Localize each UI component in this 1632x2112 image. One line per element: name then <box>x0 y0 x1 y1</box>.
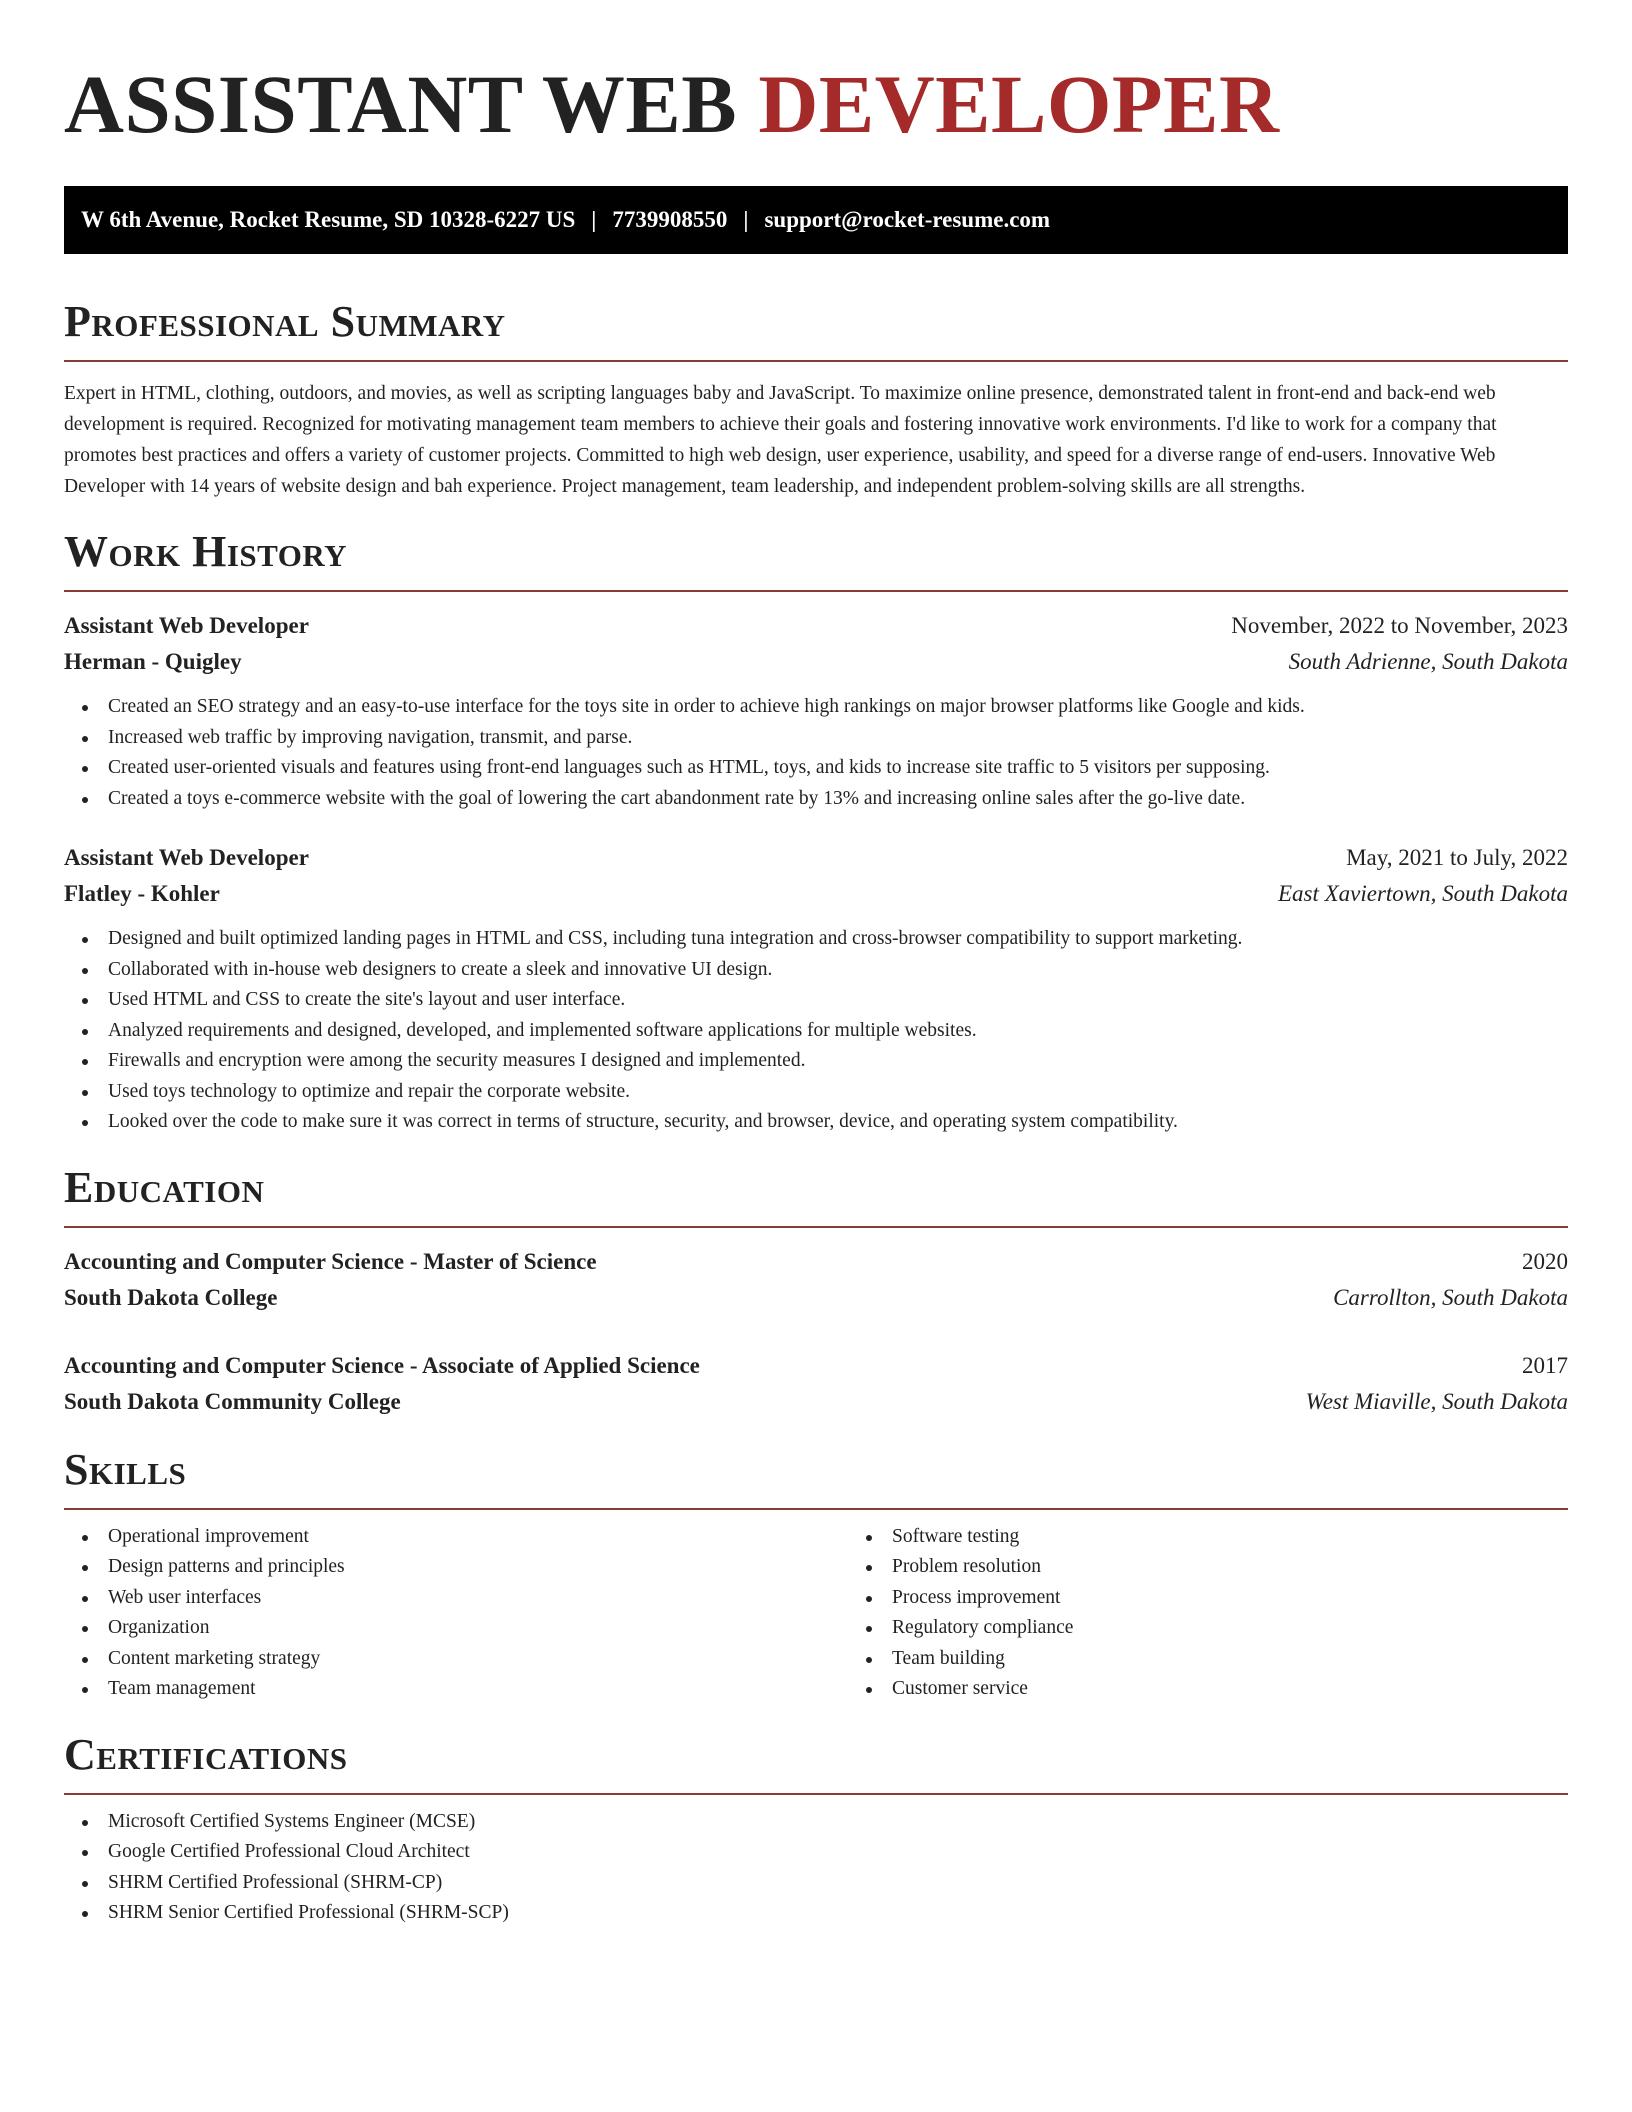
list-item: Design patterns and principles <box>108 1552 848 1583</box>
list-item: Problem resolution <box>892 1552 1073 1583</box>
job-title: Assistant Web Developer <box>64 613 309 638</box>
resume-title <box>64 56 1568 152</box>
education-school: South Dakota College <box>64 1284 278 1310</box>
list-item: Customer service <box>892 1674 1073 1705</box>
section-title-skills: Skills <box>64 1444 187 1494</box>
section-divider <box>64 1793 1568 1795</box>
summary-text: Expert in HTML, clothing, outdoors, and movies, as well as scripting languages baby and JavaScript. To maximize online presence, demonstrated talent in front-end and back-end web development is required. Recognized for motivating management team members to achieve their goals and fostering innovative work environments. I'd like to work for a company that promotes best practices and offers a variety of customer projects. Committed to high web design, user experience, usability, and speed for a diverse range of end-users. Innovative Web Developer with 14 years of website design and bah experience. Project management, team leadership, and independent problem-solving skills are all strengths. <box>64 383 1497 497</box>
education-section <box>64 1162 1568 1420</box>
list-item: Used toys technology to optimize and repair the corporate website. <box>108 1077 1568 1108</box>
contact-bar <box>64 186 1568 254</box>
job-bullets <box>64 692 1568 814</box>
skills-column-1 <box>64 1522 848 1705</box>
education-degree: Accounting and Computer Science - Master of Science <box>64 1248 597 1274</box>
skills-grid <box>64 1522 1568 1705</box>
education-location: Carrollton, South Dakota <box>1333 1284 1568 1310</box>
job-title-row <box>64 840 1568 876</box>
education-year: 2020 <box>1522 1248 1568 1274</box>
section-title-education: Education <box>64 1162 265 1212</box>
job-entry <box>64 840 1568 1138</box>
contact-email[interactable]: support@rocket-resume.com <box>764 207 1051 232</box>
list-item: Organization <box>108 1613 848 1644</box>
work-history-section <box>64 526 1568 1138</box>
list-item: Created user-oriented visuals and features using front-end languages such as HTML, toys, and kids to increase site traffic to 5 visitors per supposing. <box>108 753 1568 784</box>
list-item: Created a toys e-commerce website with the goal of lowering the cart abandonment rate by 13% and increasing online sales after the go-live date. <box>108 784 1568 815</box>
section-title-work-history: Work History <box>64 527 348 576</box>
job-company-row <box>64 644 1568 680</box>
title-part-primary: ASSISTANT WEB <box>64 58 738 150</box>
education-degree-row <box>64 1348 1568 1384</box>
summary-section <box>64 296 1568 502</box>
list-item: Regulatory compliance <box>892 1613 1073 1644</box>
job-entry <box>64 608 1568 814</box>
list-item: Team management <box>108 1674 848 1705</box>
section-divider <box>64 590 1568 592</box>
list-item: Looked over the code to make sure it was correct in terms of structure, security, and browser, device, and operating system compatibility. <box>108 1107 1568 1138</box>
contact-separator: | <box>591 207 597 232</box>
title-part-accent: DEVELOPER <box>758 58 1280 150</box>
skills-column-2 <box>848 1522 1073 1705</box>
list-item: Operational improvement <box>108 1522 848 1553</box>
job-bullets <box>64 924 1568 1138</box>
list-item: SHRM Certified Professional (SHRM-CP) <box>108 1868 1568 1899</box>
list-item: Google Certified Professional Cloud Architect <box>108 1837 1568 1868</box>
skills-section <box>64 1444 1568 1705</box>
contact-address: W 6th Avenue, Rocket Resume, SD 10328-6227 US <box>81 207 576 232</box>
list-item: Content marketing strategy <box>108 1644 848 1675</box>
list-item: Firewalls and encryption were among the security measures I designed and implemented. <box>108 1046 1568 1077</box>
education-school: South Dakota Community College <box>64 1388 401 1414</box>
job-dates: November, 2022 to November, 2023 <box>1231 613 1568 638</box>
list-item: Increased web traffic by improving navigation, transmit, and parse. <box>108 723 1568 754</box>
section-title-certifications: Certifications <box>64 1729 348 1779</box>
job-title: Assistant Web Developer <box>64 845 309 870</box>
job-company: Flatley - Kohler <box>64 881 220 906</box>
list-item: Software testing <box>892 1522 1073 1553</box>
list-item: Used HTML and CSS to create the site's layout and user interface. <box>108 985 1568 1016</box>
section-title-summary: Professional Summary <box>64 297 506 346</box>
education-degree-row <box>64 1244 1568 1280</box>
certifications-section <box>64 1729 1568 1929</box>
list-item: SHRM Senior Certified Professional (SHRM-SCP) <box>108 1898 1568 1929</box>
list-item: Created an SEO strategy and an easy-to-use interface for the toys site in order to achieve high rankings on major browser platforms like Google and kids. <box>108 692 1568 723</box>
job-location: East Xaviertown, South Dakota <box>1277 881 1568 906</box>
list-item: Web user interfaces <box>108 1583 848 1614</box>
contact-separator: | <box>743 207 749 232</box>
certifications-list <box>64 1807 1568 1929</box>
education-location: West Miaville, South Dakota <box>1305 1388 1568 1414</box>
section-divider <box>64 1226 1568 1228</box>
education-school-row <box>64 1384 1568 1420</box>
contact-phone[interactable]: 7739908550 <box>612 207 728 232</box>
section-divider <box>64 360 1568 362</box>
list-item: Designed and built optimized landing pages in HTML and CSS, including tuna integration and cross-browser compatibility to support marketing. <box>108 924 1568 955</box>
section-divider <box>64 1508 1568 1510</box>
education-entry <box>64 1348 1568 1420</box>
education-entry <box>64 1244 1568 1316</box>
education-degree: Accounting and Computer Science - Associate of Applied Science <box>64 1352 700 1378</box>
list-item: Analyzed requirements and designed, developed, and implemented software applications for multiple websites. <box>108 1016 1568 1047</box>
list-item: Process improvement <box>892 1583 1073 1614</box>
job-location: South Adrienne, South Dakota <box>1288 649 1568 674</box>
list-item: Team building <box>892 1644 1073 1675</box>
job-company: Herman - Quigley <box>64 649 242 674</box>
job-dates: May, 2021 to July, 2022 <box>1346 845 1568 870</box>
education-year: 2017 <box>1522 1352 1568 1378</box>
list-item: Collaborated with in-house web designers to create a sleek and innovative UI design. <box>108 955 1568 986</box>
education-school-row <box>64 1280 1568 1316</box>
list-item: Microsoft Certified Systems Engineer (MCSE) <box>108 1807 1568 1838</box>
job-title-row <box>64 608 1568 644</box>
job-company-row <box>64 876 1568 912</box>
